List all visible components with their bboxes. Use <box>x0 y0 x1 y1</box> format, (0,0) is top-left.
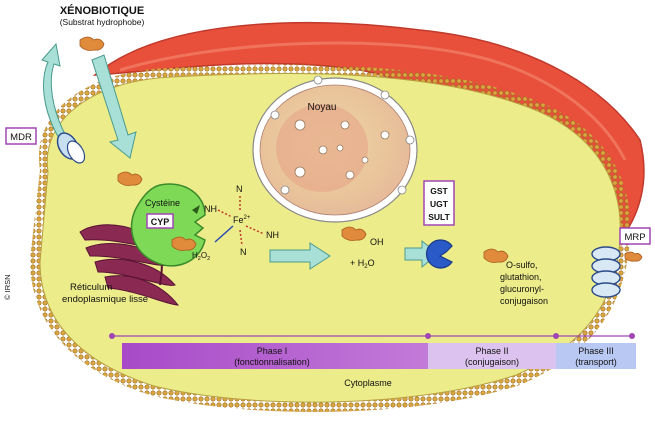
phase2-name: Phase II <box>475 346 509 356</box>
h2o2-label: $H_2O_2$ <box>192 251 211 262</box>
substrate-top <box>80 37 104 51</box>
sult-label: SULT <box>428 212 450 222</box>
substrate-exported <box>625 252 642 261</box>
fe-label: $Fe^{2+}$ <box>233 215 251 225</box>
conjugate-line4: conjugaison <box>500 296 549 306</box>
xenobiotic-title: XÉNOBIOTIQUE <box>59 5 145 17</box>
conjugate-line2: glutathion, <box>500 272 542 282</box>
mdr-label: MDR <box>10 132 32 143</box>
irsn-credit: © IRSN <box>3 274 12 300</box>
nucleus-label: Noyau <box>307 102 337 113</box>
xenobiotic-subtitle: (Substrat hydrophobe) <box>59 17 145 27</box>
phase1-name: Phase I <box>256 346 288 356</box>
n-bottom: N <box>240 247 247 257</box>
oh-label: OH <box>370 237 384 247</box>
phase1-desc: (fonctionnalisation) <box>234 357 310 367</box>
gst-label: GST <box>430 186 448 196</box>
cysteine-label: Cystéine <box>145 198 181 208</box>
cyp-label: CYP <box>150 217 170 227</box>
cytoplasm-label: Cytoplasme <box>344 378 392 388</box>
reticulum-label-line2: endoplasmique lisse <box>62 294 149 305</box>
phase3-name: Phase III <box>578 346 614 356</box>
ugt-label: UGT <box>430 199 448 209</box>
nh-right: NH <box>266 230 279 240</box>
conjugate-line1: O-sulfo, <box>506 260 538 270</box>
nh-left: NH <box>204 204 217 214</box>
phase2-desc: (conjugaison) <box>464 357 520 367</box>
reticulum-label-line1: Réticulum <box>70 282 113 293</box>
conjugate-line3: glucuronyl- <box>500 284 545 294</box>
mrp-label: MRP <box>624 232 646 243</box>
n-top: N <box>236 184 243 194</box>
phase3-desc: (transport) <box>575 357 617 367</box>
water-label: + $H_2O$ <box>350 258 375 270</box>
